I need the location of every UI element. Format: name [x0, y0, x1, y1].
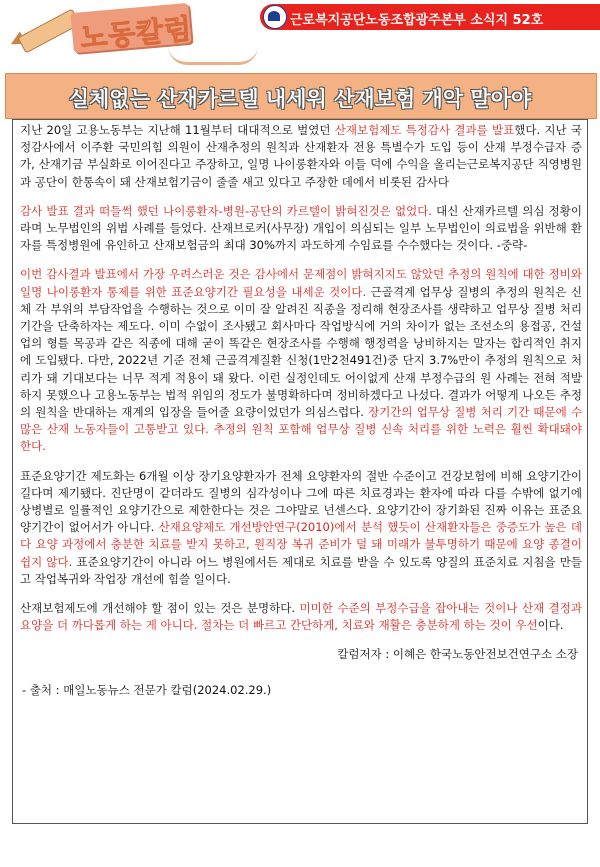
- header: [0, 0, 600, 70]
- union-emblem-mark: [268, 11, 280, 21]
- issue-label: 근로복지공단노동조합광주본부 소식지 52호: [290, 13, 544, 28]
- author-line: 칼럼저자 : 이혜은 한국노동안전보건연구소 소장: [337, 647, 578, 662]
- highlight-run: 미미한 수준의 부정수급을 잡아내는 것이나 산재 결정과 요양을 더 까다롭게 하는 게 아니다. 절차는 더 빠르고 간단하게, 치료와 재활은 충분하게 하는 것이 우선: [20, 601, 583, 633]
- source-line: - 출처 : 매일노동뉴스 전문가 칼럼(2024.02.29.): [22, 682, 272, 697]
- paragraph-5: [20, 600, 582, 634]
- article-body: [20, 122, 582, 699]
- paragraph-3: [20, 266, 582, 455]
- text-run: 표준요양기간이 아니라 어느 병원에서든 제대로 치료를 받을 수 있도록 양질의 표준치료 지침을 만들고 작업복귀와 작업장 개선에 힘쓸 일이다.: [20, 554, 582, 586]
- text-run: 근골격계 업무상 질병의 추정의 원칙은 신체 각 부위의 부담작업을 수행하는 것으로 이미 잘 알려진 직종을 정리해 현장조사를 생략하고 업무상 질병 처리 기간을 단축하자는 제도다. 이미 수없이 조사됐고 회사마다 작업방식에 거의 차이가 없는 조선소의 용접공, 건설업의 형틀 목공과 같은 직종에 대해 굳이 똑같은 현장조사를 수행해 행정력을 낭비하지는 말자는 합리적인 취지에 도입됐다. 다만, 2022년 기준 전체 근골격계질환 신청(1만2천491건)중 단지 3.7%만이 추정의 원칙으로 처리가 돼 기대보다는 너무 적게 적용이 돼 왔다. 이런 실정인데도 어이없게 산재 부정수급의 원 사례는 전혀 적발하지 못했으나 고용노동부는 법적 위임의 정도가 불명확하다며 정비하겠다고 나섰다. 결과가 어떻게 나오든 추정의 원칙을 반대하는 재계의 입장을 들어줄 요량이었던가 의심스럽다.: [20, 284, 582, 420]
- text-run: 했다. 지난 국정감사에서 이주환 국민의힘 의원이 산재추정의 원칙과 산재환자 전용 특별수가 도입 등이 산재 부정수급자 증가, 산재기금 부실화로 이어진다고 주장하고, 일명 나이롱환자와 이들 덕에 수익을 올리는근로복지공단 직영병원과 공단이 한통속이 돼 산재보험기금이 줄줄 새고 있다고 주장한 데에서 비롯된 감사다: [20, 123, 582, 189]
- article-title: 실체없는 산재카르텔 내세워 산재보험 개악 말아야: [68, 87, 532, 111]
- text-run: 표준요양기간 제도화는 6개월 이상 장기요양환자가 전체 요양환자의 절반 수준이고 건강보험에 비해 요양기간이 길다며 제기됐다. 진단명이 같더라도 질병의 심각성이나 그에 따른 치료경과는 환자에 따라 다를 수밖에 없기에 상병별로 일률적인 요양기간으로 제한한다는 것은 그야말로 넌센스다. 요양기간이 장기화된 진짜 이유는 표준요양기간이 없어서가 아니다.: [20, 468, 582, 535]
- highlight-run: 산재요양제도 개선방안연구(2010)에서 분석 했듯이 산재환자들은 중증도가 높은 데다 요양 과정에서 충분한 치료를 받지 못하고, 원직장 복귀 준비가 덜 돼 미래가 불투명하기 때문에 요양 종결이 쉽지 않다.: [20, 520, 582, 569]
- highlight-run: 감사 발표 결과 떠들썩 했던 나이롱환자-병원-공단의 카르텔이 밝혀진것은 없었다.: [20, 203, 432, 218]
- text-run: 대신 산재카르텔 의심 정황이라며 노무법인의 위법 사례를 들었다. 산재브로커(사무장) 개입이 의심되는 일부 노무법인이 의료법을 위반해 환자를 특정병원에 유인하고 산재보험금의 최대 30%까지 과도하게 수임료를 수수했다는 것이다. -중략-: [20, 203, 583, 253]
- paragraph-1: [20, 122, 582, 191]
- brand-title: 노동칼럼: [78, 12, 194, 55]
- text-run: 이다.: [537, 618, 564, 633]
- highlight-run: 이번 감사결과 발표에서 가장 우려스러운 것은 감사에서 문제점이 밝혀지지도 않았던 추정의 원칙에 대한 정비와 일명 나이롱환자 통제를 위한 표준요양기간 필요성을 내세운 것이다.: [20, 267, 582, 299]
- text-run: 지난 20일 고용노동부는 지난해 11월부터 대대적으로 벌였던: [20, 123, 335, 137]
- paragraph-4: [20, 468, 582, 588]
- highlight-run: 장기간의 업무상 질병 처리 기간 때문에 수많은 산재 노동자들이 고통받고 있다. 추정의 원칙 포함해 업무상 질병 신속 처리를 위한 노력은 훨씬 확대돼야 한다.: [20, 405, 582, 454]
- text-run: 산재보험제도에 개선해야 할 점이 있는 것은 분명하다.: [20, 601, 300, 616]
- doodle-decoration: [168, 46, 258, 65]
- paragraph-2: [20, 203, 582, 255]
- highlight-run: 산재보험제도 특정감사 결과를 발표: [334, 123, 515, 137]
